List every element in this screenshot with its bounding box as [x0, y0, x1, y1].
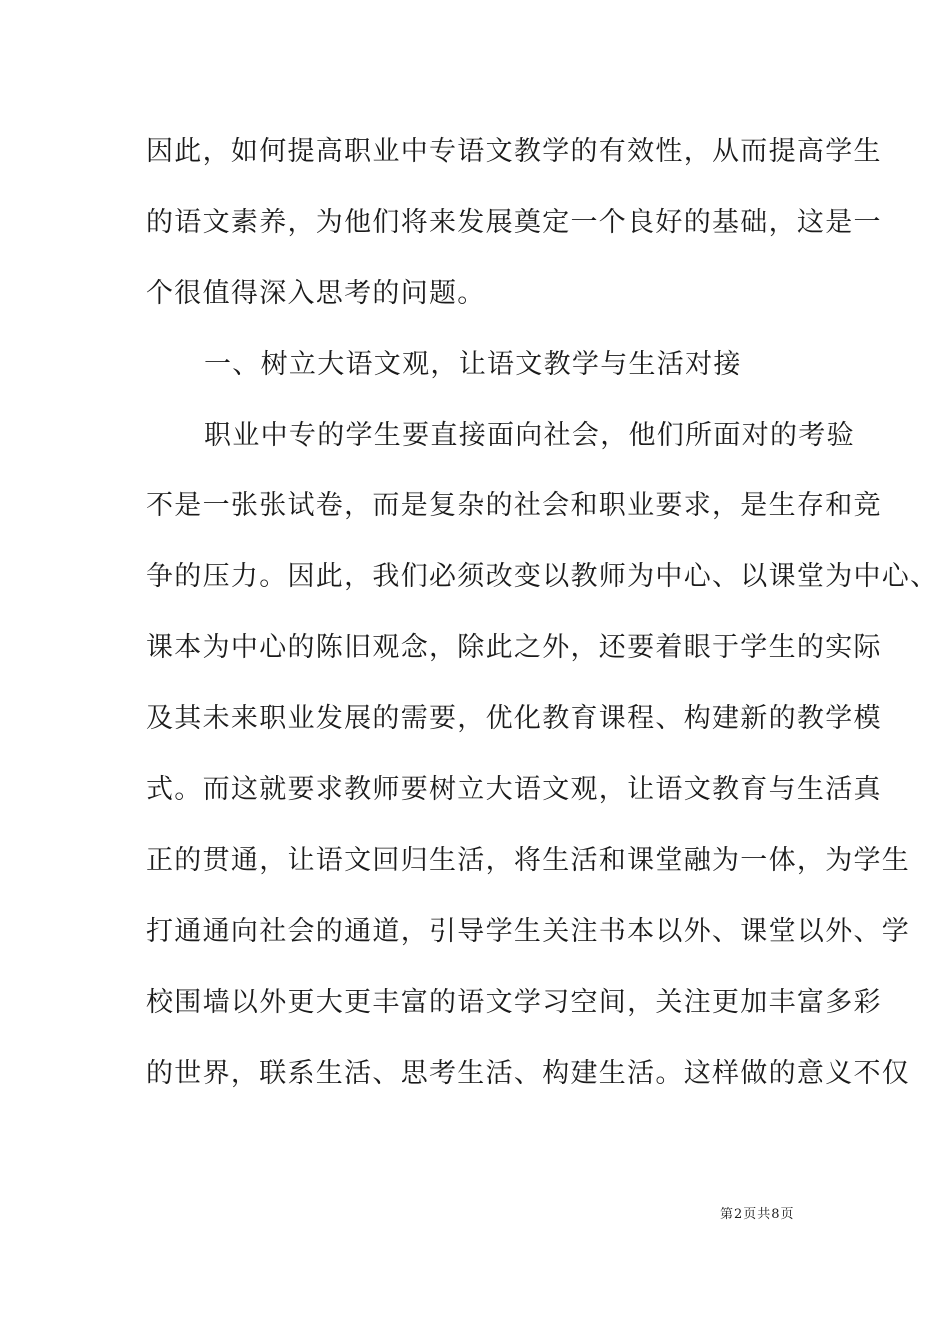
- text-line: 个很值得深入思考的问题。: [146, 277, 486, 309]
- text-line: 校围墙以外更大更丰富的语文学习空间，关注更加丰富多彩: [146, 986, 882, 1018]
- text-line: 式。而这就要求教师要树立大语文观，让语文教育与生活真: [146, 774, 882, 806]
- text-line: 课本为中心的陈旧观念，除此之外，还要着眼于学生的实际: [146, 632, 882, 664]
- text-line: 正的贯通，让语文回归生活，将生活和课堂融为一体，为学生: [146, 844, 911, 876]
- text-line: 打通通向社会的通道，引导学生关注书本以外、课堂以外、学: [146, 915, 911, 947]
- text-line: 及其未来职业发展的需要，优化教育课程、构建新的教学模: [146, 703, 882, 735]
- text-line: 的语文素养，为他们将来发展奠定一个良好的基础，这是一: [146, 206, 882, 238]
- text-line: 职业中专的学生要直接面向社会，他们所面对的考验: [204, 419, 855, 451]
- text-line: 的世界，联系生活、思考生活、构建生活。这样做的意义不仅: [146, 1057, 911, 1089]
- body-text: [146, 124, 939, 1116]
- page-number: 第2页共8页: [720, 1207, 795, 1222]
- text-line: 不是一张张试卷，而是复杂的社会和职业要求，是生存和竞: [146, 490, 882, 522]
- section-heading: 一、树立大语文观，让语文教学与生活对接: [204, 348, 742, 380]
- text-line: 争的压力。因此，我们必须改变以教师为中心、以课堂为中心、: [146, 561, 939, 593]
- text-line: 因此，如何提高职业中专语文教学的有效性，从而提高学生: [146, 136, 882, 167]
